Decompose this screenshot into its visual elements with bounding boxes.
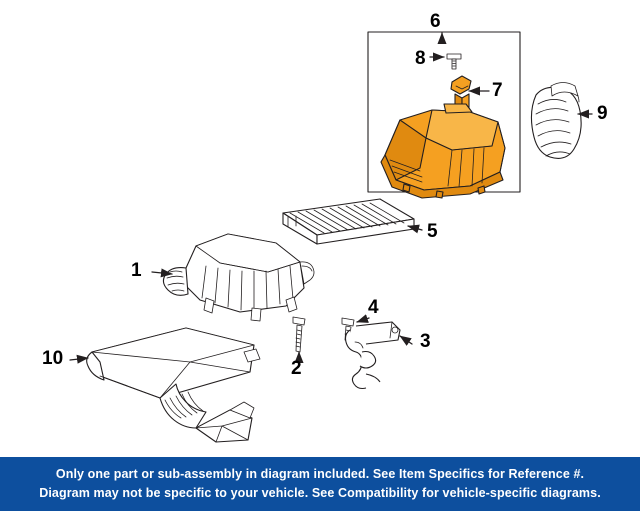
air-filter-element (283, 199, 414, 244)
callout-8: 8 (415, 48, 426, 69)
air-cleaner-housing-lower (163, 234, 314, 321)
bracket-3 (346, 322, 401, 389)
bolt-2 (293, 317, 305, 352)
callout-4: 4 (368, 297, 379, 318)
callout-7: 7 (492, 80, 503, 101)
air-intake-hose (531, 83, 581, 159)
disclaimer-line-2: Diagram may not be specific to your vehicle. See Compatibility for vehicle-specific diagrams. (39, 486, 601, 500)
disclaimer-line-1: Only one part or sub-assembly in diagram included. See Item Specifics for Reference #. (55, 466, 585, 481)
callout-6: 6 (430, 11, 441, 32)
callout-10: 10 (42, 348, 64, 369)
callout-3: 3 (420, 331, 431, 352)
callout-2: 2 (291, 358, 302, 379)
leader-4 (357, 318, 369, 322)
leader-3 (400, 336, 412, 344)
disclaimer-banner (0, 457, 640, 511)
leader-10 (70, 358, 88, 360)
callout-1: 1 (131, 260, 142, 281)
air-intake-duct (87, 328, 260, 442)
callout-9: 9 (597, 103, 608, 124)
callout-5: 5 (427, 221, 438, 242)
